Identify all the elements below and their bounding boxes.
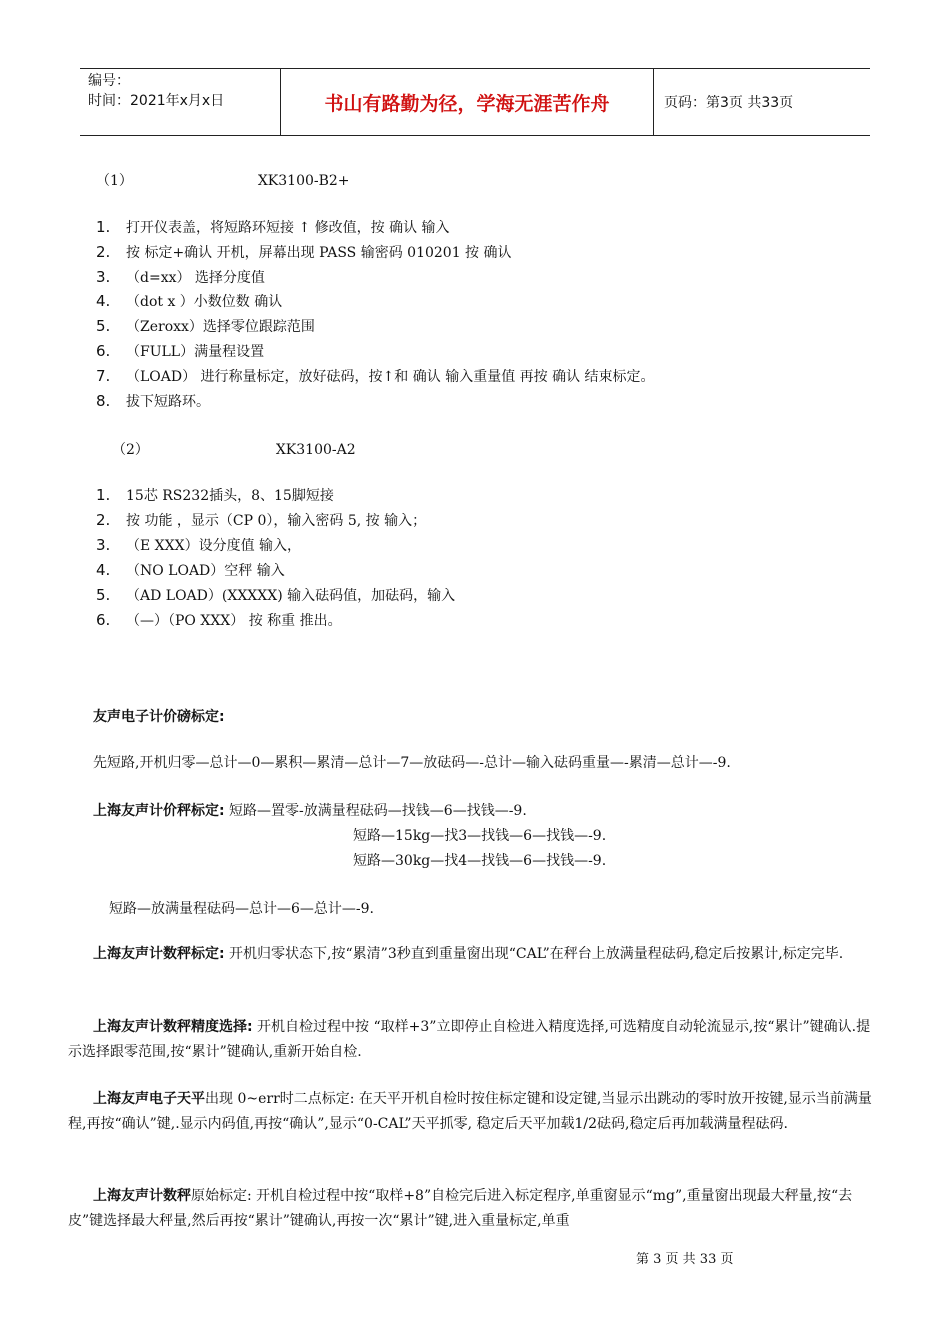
paragraph-count-scale-calibration: 上海友声计数秤标定: 开机归零状态下,按“累清”3秒直到重量窗出现“CAL”在秤台上放满量程砝码,稳定后按累计,标定完毕. [93, 946, 844, 962]
section2-num: （2） [112, 442, 149, 458]
page-footer: 第 3 页 共 33 页 [636, 1252, 734, 1267]
list-item: 3. （d=xx） 选择分度值 [96, 268, 265, 286]
shanghai-price-line2: 短路—15kg—找3—找钱—6—找钱—-9. [353, 828, 607, 844]
list-item: 6. （FULL）满量程设置 [96, 342, 265, 360]
list-item: 5. （Zeroxx）选择零位跟踪范围 [96, 317, 315, 335]
list-item: 4. （NO LOAD）空秤 输入 [96, 561, 285, 579]
paragraph-count-scale-precision: 上海友声计数秤精度选择: 开机自检过程中按 “取样+3”立即停止自检进入精度选择,可选精度自动轮流显示,按“累计”键确认.提示选择跟零范围,按“累计”键确认,重新开始自检. [68, 1019, 871, 1060]
date-label: 时间：2021年x月x日 [88, 93, 225, 109]
section2-model: XK3100-A2 [275, 442, 356, 458]
shanghai-price-line1: 上海友声计价秤标定: 短路—置零-放满量程砝码—找钱—6—找钱—-9. [93, 803, 527, 819]
header-page-label: 页码：第3页 共33页 [664, 95, 794, 111]
shanghai-price-label: 上海友声计价秤标定: [93, 803, 225, 819]
section1-title [96, 172, 350, 190]
youshen-heading: 友声电子计价磅标定: [93, 709, 225, 725]
page-header [80, 68, 870, 136]
header-motto: 书山有路勤为径，学海无涯苦作舟 [281, 69, 654, 135]
section2-title [112, 441, 356, 459]
list-item: 4. （dot x ）小数位数 确认 [96, 292, 283, 310]
section1-num: （1） [96, 173, 133, 189]
shanghai-price-line3: 短路—30kg—找4—找钱—6—找钱—-9. [353, 853, 607, 869]
shanghai-price-line4: 短路—放满量程砝码—总计—6—总计—-9. [109, 901, 374, 917]
paragraph-count-scale-original: 上海友声计数秤原始标定: 开机自检过程中按“取样+8”自检完后进入标定程序,单重窗显示“mg”,重量窗出现最大秤量,按“去皮”键选择最大秤量,然后再按“累计”键确认,再按一次“累计”键,进入重量标定,单重 [68, 1188, 853, 1229]
number-label: 编号： [88, 73, 130, 89]
section1-model: XK3100-B2+ [257, 173, 350, 189]
list-item: 5. （AD LOAD）(XXXXX) 输入砝码值，加砝码，输入 [96, 586, 456, 604]
list-item: 6. （—）（PO XXX） 按 称重 推出。 [96, 611, 342, 629]
list-item: 2. 按 功能 ，显示（CP 0），输入密码 5, 按 输入； [96, 511, 427, 529]
list-item: 1. 打开仪表盖，将短路环短接 ↑ 修改值，按 确认 输入 [96, 218, 450, 236]
list-item: 7. （LOAD） 进行称量标定，放好砝码，按↑和 确认 输入重量值 再按 确认 结束标定。 [96, 367, 655, 385]
list-item: 8. 拔下短路环。 [96, 392, 210, 410]
youshen-body: 先短路,开机归零—总计—0—累积—累清—总计—7—放砝码—-总计—输入砝码重量—-累清—总计—-9. [93, 755, 731, 771]
header-info [80, 69, 281, 135]
list-item: 3. （E XXX）设分度值 输入， [96, 536, 302, 554]
list-item: 1. 15芯 RS232插头，8、15脚短接 [96, 486, 334, 504]
list-item: 2. 按 标定+确认 开机，屏幕出现 PASS 输密码 010201 按 确认 [96, 243, 512, 261]
paragraph-balance-calibration: 上海友声电子天平出现 0~err时二点标定: 在天平开机自检时按住标定键和设定键,当显示出跳动的零时放开按键,显示当前满量程,再按“确认”键,.显示内码值,再按“确认”,显示“0-CAL”天平抓零, 稳定后天平加载1/2砝码,稳定后再加载满量程砝码. [68, 1091, 872, 1132]
